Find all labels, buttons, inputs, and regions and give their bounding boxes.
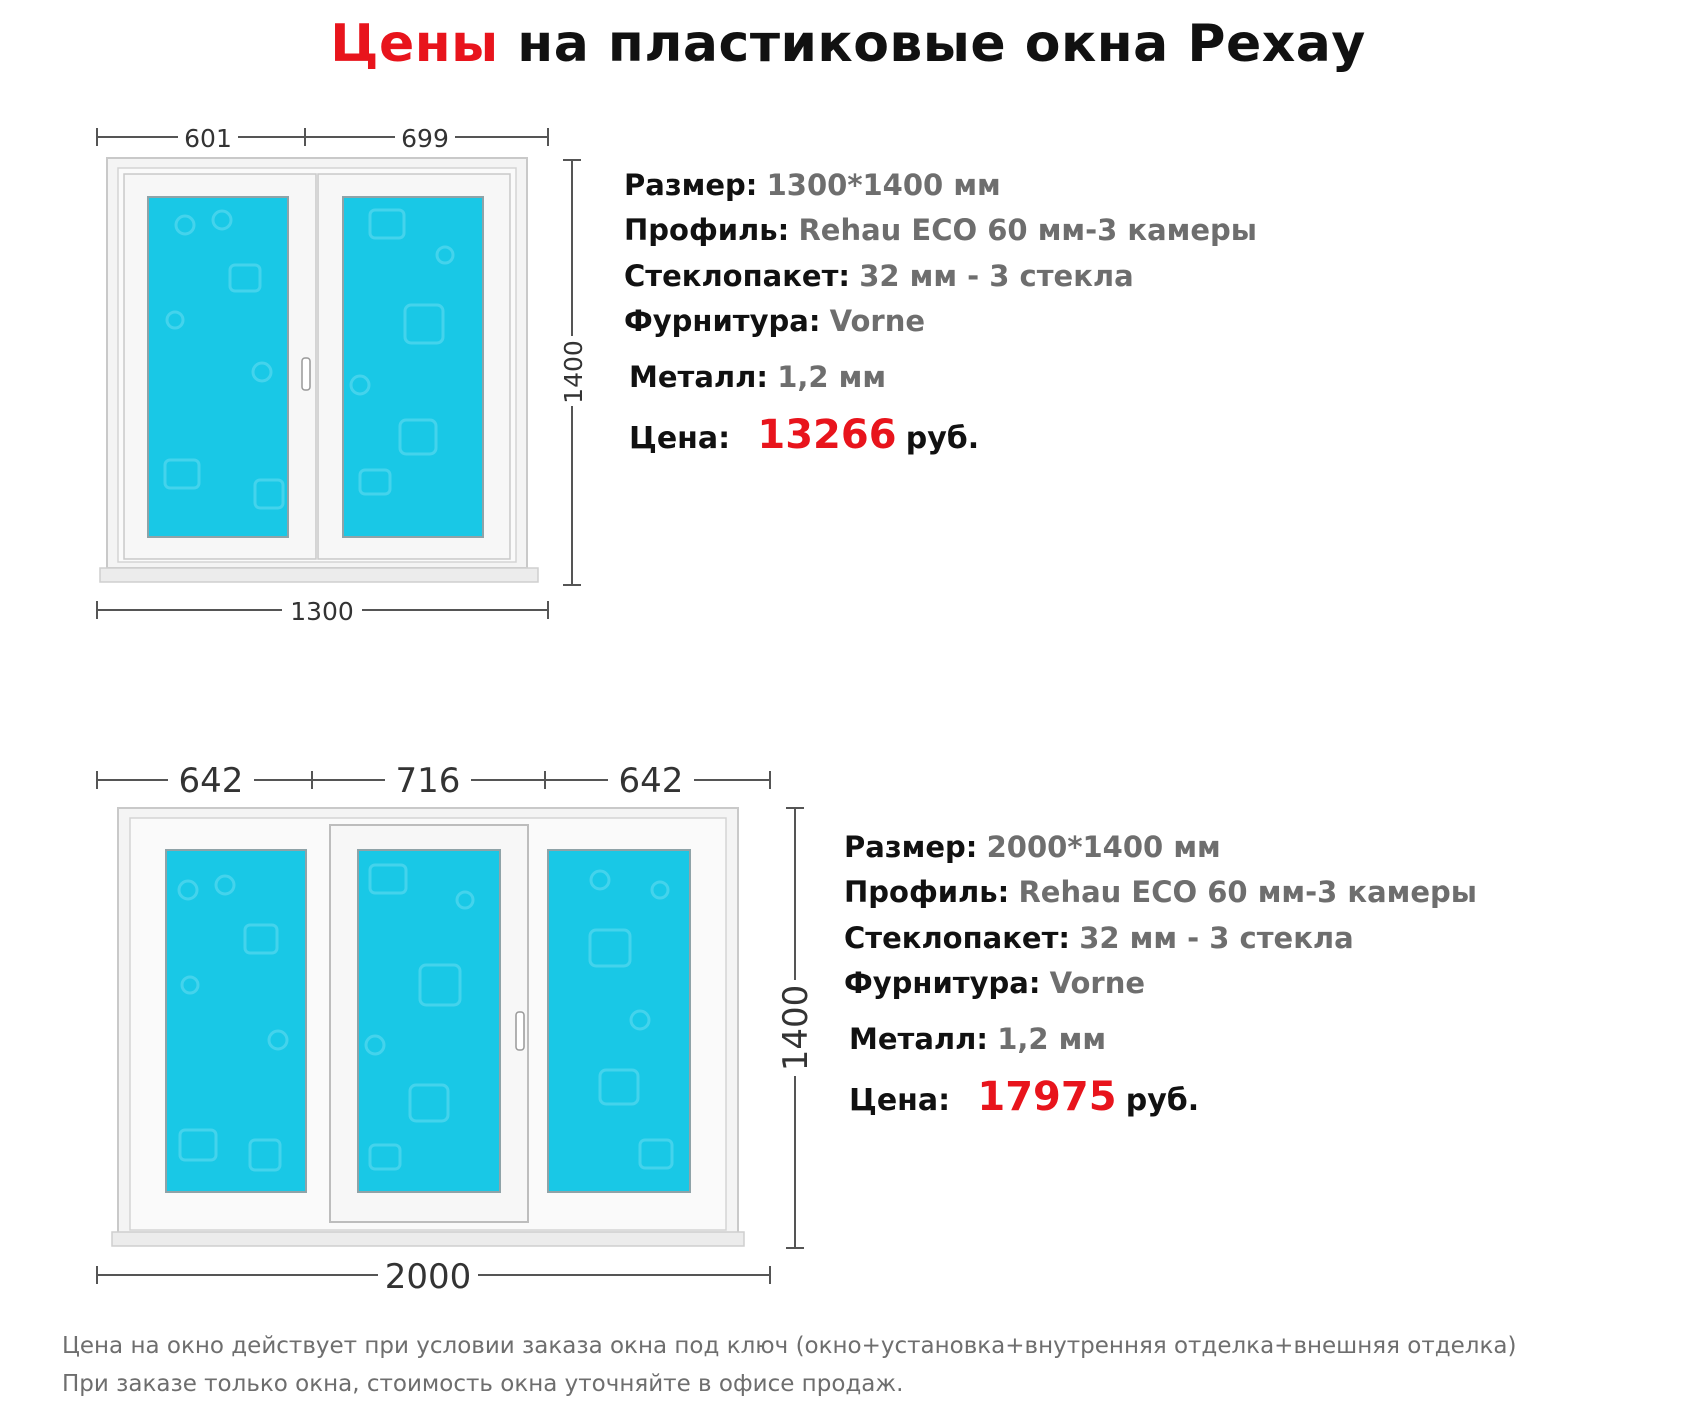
price-value: 13266: [757, 412, 897, 458]
spec-price: [629, 412, 979, 458]
spec-metal: [629, 360, 886, 394]
window-2-specs: [844, 830, 1604, 1130]
spec-glass-value: 32 мм - 3 стекла: [859, 259, 1134, 293]
dim-top-right: 699: [401, 124, 449, 153]
spec-profile-value: Rehau ECO 60 мм-3 камеры: [798, 213, 1258, 247]
spec-metal-label: Металл:: [629, 360, 768, 394]
footer-note-2: При заказе только окна, стоимость окна уточняйте в офисе продаж.: [62, 1371, 904, 1397]
spec-price: [849, 1074, 1199, 1120]
spec-metal-value: 1,2 мм: [777, 360, 887, 394]
dim-top-right: 642: [618, 761, 684, 801]
spec-size-value: 2000*1400 мм: [986, 830, 1221, 864]
spec-profile: [624, 213, 1257, 247]
dim-top-left: 642: [178, 761, 244, 801]
window-1-drawing: [0, 0, 620, 640]
price-value: 17975: [977, 1074, 1117, 1120]
spec-profile-label: Профиль:: [844, 875, 1010, 909]
price-label: Цена:: [629, 421, 731, 456]
dim-top-middle: 716: [395, 761, 461, 801]
window-1-glass-right: [343, 197, 483, 537]
price-unit: руб.: [1125, 1083, 1200, 1118]
spec-glass-label: Стеклопакет:: [844, 921, 1070, 955]
window-2-sill: [112, 1232, 744, 1246]
spec-glass: [844, 921, 1354, 955]
spec-hardware-value: Vorne: [829, 304, 926, 338]
spec-glass-label: Стеклопакет:: [624, 259, 850, 293]
spec-size-label: Размер:: [624, 168, 758, 202]
spec-metal-label: Металл:: [849, 1022, 988, 1056]
window-1-sill: [100, 568, 538, 582]
price-label: Цена:: [849, 1083, 951, 1118]
window-2-glass-middle: [358, 850, 500, 1192]
spec-size: [844, 830, 1221, 864]
spec-glass: [624, 259, 1134, 293]
dim-height: 1400: [559, 340, 588, 404]
window-2-handle: [516, 1012, 524, 1050]
page-title-highlight: Цены: [330, 14, 499, 74]
spec-size-value: 1300*1400 мм: [766, 168, 1001, 202]
dim-bottom: 2000: [384, 1257, 472, 1297]
window-1-handle: [302, 358, 310, 390]
window-2-glass-left: [166, 850, 306, 1192]
window-1-glass-left: [148, 197, 288, 537]
footer-note-1: Цена на окно действует при условии заказа окна под ключ (окно+установка+внутренняя отделка+внешняя отделка): [62, 1333, 1517, 1359]
spec-metal: [849, 1022, 1106, 1056]
price-unit: руб.: [905, 421, 980, 456]
dim-height: 1400: [776, 984, 816, 1072]
spec-profile-label: Профиль:: [624, 213, 790, 247]
dim-bottom: 1300: [290, 597, 354, 626]
spec-hardware-value: Vorne: [1049, 966, 1146, 1000]
spec-glass-value: 32 мм - 3 стекла: [1079, 921, 1354, 955]
spec-profile: [844, 875, 1477, 909]
spec-hardware-label: Фурнитура:: [844, 966, 1041, 1000]
spec-hardware: [844, 966, 1145, 1000]
spec-size-label: Размер:: [844, 830, 978, 864]
spec-hardware: [624, 304, 925, 338]
spec-size: [624, 168, 1001, 202]
spec-metal-value: 1,2 мм: [997, 1022, 1107, 1056]
spec-hardware-label: Фурнитура:: [624, 304, 821, 338]
spec-profile-value: Rehau ECO 60 мм-3 камеры: [1018, 875, 1478, 909]
window-2-drawing: [0, 740, 830, 1310]
window-1-specs: [624, 168, 1324, 468]
dim-top-left: 601: [184, 124, 232, 153]
page-title-rest: на пластиковые окна Рехау: [517, 14, 1366, 74]
